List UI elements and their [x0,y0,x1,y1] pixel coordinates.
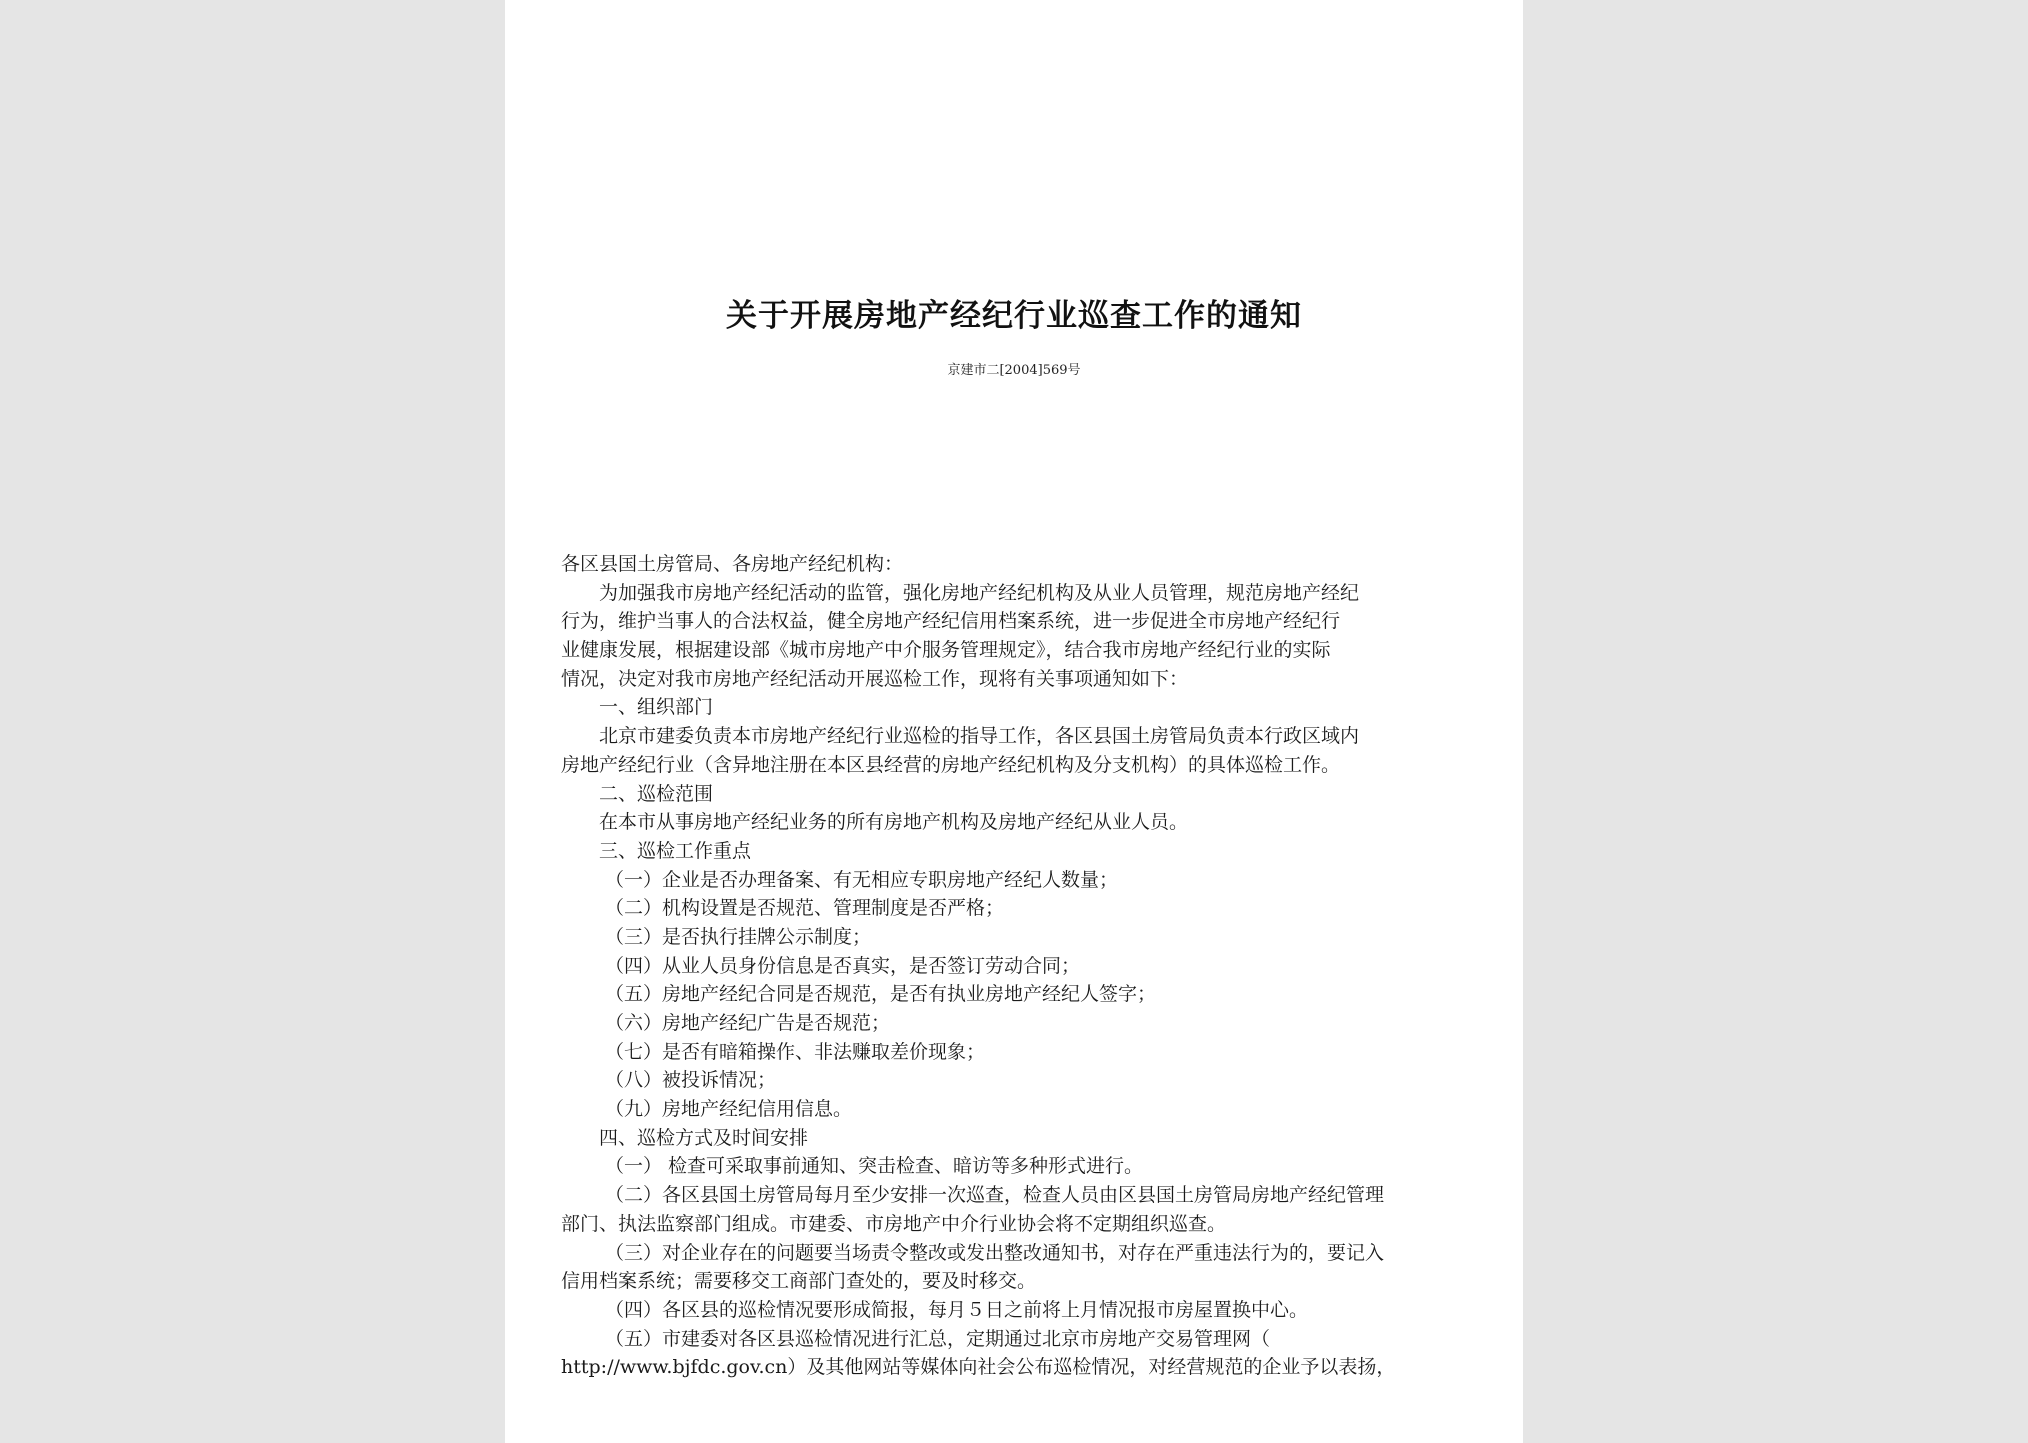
list-item: （三）是否执行挂牌公示制度； [605,925,872,948]
paragraph-line: 情况，决定对我市房地产经纪活动开展巡检工作，现将有关事项通知如下： [561,667,1189,690]
list-item: （八）被投诉情况； [605,1069,777,1092]
paragraph-line: http://www.bjfdc.gov.cn）及其他网站等媒体向社会公布巡检情况，对经营规范的企业予以表扬， [561,1356,1396,1379]
paragraph-line: 信用档案系统；需要移交工商部门查处的，要及时移交。 [561,1270,1037,1293]
list-item: （五）房地产经纪合同是否规范，是否有执业房地产经纪人签字； [605,983,1157,1006]
section-heading: 三、巡检工作重点 [599,839,752,862]
document-body [561,550,1461,1382]
paragraph-line: 北京市建委负责本市房地产经纪行业巡检的指导工作，各区县国土房管局负责本行政区域内 [599,725,1360,748]
document-title: 关于开展房地产经纪行业巡查工作的通知 [726,298,1302,334]
list-item: （三）对企业存在的问题要当场责令整改或发出整改通知书，对存在严重违法行为的，要记入 [605,1241,1385,1264]
list-item: （一）企业是否办理备案、有无相应专职房地产经纪人数量； [605,868,1119,891]
list-item: （四）各区县的巡检情况要形成简报，每月５日之前将上月情况报市房屋置换中心。 [605,1298,1309,1321]
paragraph-line: 在本市从事房地产经纪业务的所有房地产机构及房地产经纪从业人员。 [599,811,1189,834]
salutation: 各区县国土房管局、各房地产经纪机构： [561,553,904,575]
list-item: （五）市建委对各区县巡检情况进行汇总，定期通过北京市房地产交易管理网（ [605,1327,1271,1350]
section-heading: 二、巡检范围 [599,782,714,805]
list-item: （一） 检查可采取事前通知、突击检查、暗访等多种形式进行。 [605,1155,1144,1178]
list-item: （六）房地产经纪广告是否规范； [605,1012,891,1034]
document-page [505,0,1523,1443]
paragraph-line: 为加强我市房地产经纪活动的监管，强化房地产经纪机构及从业人员管理，规范房地产经纪 [599,581,1360,604]
list-item: （九）房地产经纪信用信息。 [605,1098,853,1121]
document-number: 京建市二[2004]569号 [947,363,1081,378]
list-item: （四）从业人员身份信息是否真实，是否签订劳动合同； [605,954,1081,977]
section-heading: 四、巡检方式及时间安排 [599,1126,809,1149]
paragraph-line: 行为，维护当事人的合法权益，健全房地产经纪信用档案系统，进一步促进全市房地产经纪行 [561,610,1341,633]
list-item: （七）是否有暗箱操作、非法赚取差价现象； [605,1040,986,1063]
paragraph-line: 业健康发展，根据建设部《城市房地产中介服务管理规定》，结合我市房地产经纪行业的实际 [561,639,1331,662]
section-heading: 一、组织部门 [599,696,714,719]
list-item: （二）机构设置是否规范、管理制度是否严格； [605,897,1005,920]
paragraph-line: 房地产经纪行业（含异地注册在本区县经营的房地产经纪机构及分支机构）的具体巡检工作。 [561,753,1341,776]
list-item: （二）各区县国土房管局每月至少安排一次巡查，检查人员由区县国土房管局房地产经纪管理 [605,1184,1385,1207]
paragraph-line: 部门、执法监察部门组成。市建委、市房地产中介行业协会将不定期组织巡查。 [561,1212,1227,1235]
